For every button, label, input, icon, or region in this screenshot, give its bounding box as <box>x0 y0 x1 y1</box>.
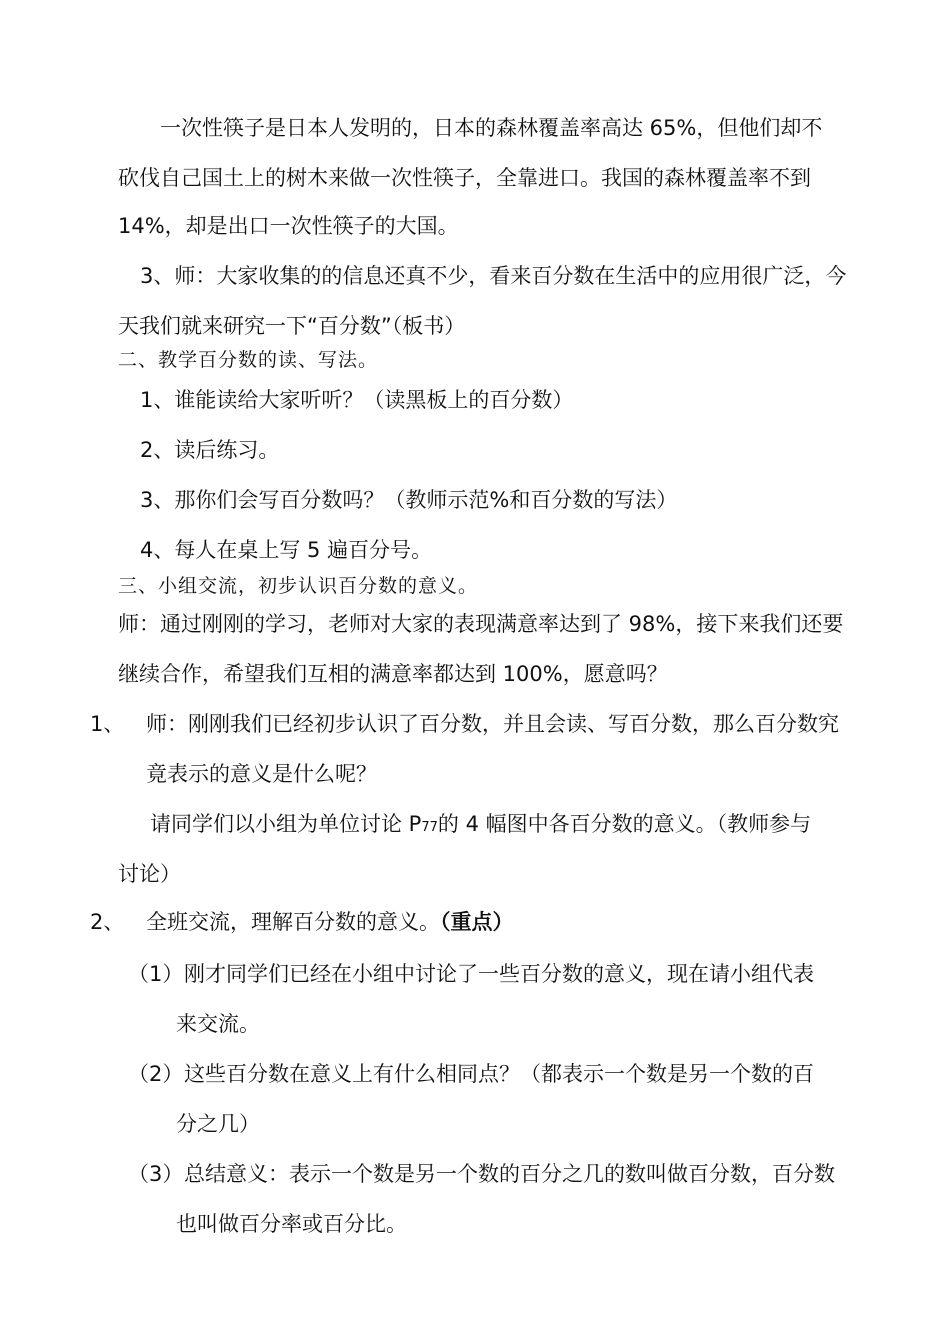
sub-item-number: （1） <box>128 962 184 986</box>
section-heading: 二、教学百分数的读、写法。 <box>118 349 379 371</box>
paragraph-line: 继续合作，希望我们互相的满意率都达到 100%，愿意吗？ <box>118 662 668 686</box>
list-item-line <box>150 810 811 842</box>
sub-item-number: （2） <box>128 1062 184 1086</box>
page-subscript: 77 <box>421 820 438 835</box>
text-span: 全班交流，理解百分数的意义。 <box>146 910 440 934</box>
paragraph-line: 一次性筷子是日本人发明的，日本的森林覆盖率高达 65%，但他们却不 <box>160 116 823 140</box>
paragraph-line: 3、师：大家收集的的信息还真不少，看来百分数在生活中的应用很广泛，今 <box>140 264 847 288</box>
list-item: 4、每人在桌上写 5 遍百分号。 <box>140 538 433 562</box>
list-item: 3、那你们会写百分数吗？（教师示范%和百分数的写法） <box>140 488 678 512</box>
list-item-line: 师：刚刚我们已经初步认识了百分数，并且会读、写百分数，那么百分数究 <box>146 712 839 736</box>
sub-item-line: 总结意义：表示一个数是另一个数的百分之几的数叫做百分数，百分数 <box>184 1162 835 1186</box>
list-item-line <box>146 908 514 936</box>
list-item: 2、读后练习。 <box>140 438 280 462</box>
sub-item-line: 刚才同学们已经在小组中讨论了一些百分数的意义，现在请小组代表 <box>184 962 814 986</box>
paragraph-line: 师：通过刚刚的学习，老师对大家的表现满意率达到了 98%，接下来我们还要 <box>118 612 844 636</box>
sub-item-line: 分之几） <box>176 1112 260 1136</box>
list-number: 2、 <box>90 910 125 934</box>
list-item: 1、谁能读给大家听听？（读黑板上的百分数） <box>140 388 574 412</box>
sub-item-line: 这些百分数在意义上有什么相同点？（都表示一个数是另一个数的百 <box>184 1062 814 1086</box>
paragraph-line: 14%，却是出口一次性筷子的大国。 <box>118 214 459 238</box>
list-item-line: 讨论） <box>118 862 181 886</box>
section-heading: 三、小组交流，初步认识百分数的意义。 <box>118 575 479 597</box>
paragraph-line: 天我们就来研究一下“百分数”（板书） <box>118 314 466 338</box>
sub-item-number: （3） <box>128 1162 184 1186</box>
text-span: 请同学们以小组为单位讨论 P <box>150 812 422 836</box>
list-number: 1、 <box>90 712 125 736</box>
list-item-line: 竟表示的意义是什么呢？ <box>146 762 377 786</box>
emphasis-text: （重点） <box>440 910 514 934</box>
text-span: 的 4 幅图中各百分数的意义。（教师参与 <box>437 812 812 836</box>
sub-item-line: 来交流。 <box>176 1012 260 1036</box>
sub-item-line: 也叫做百分率或百分比。 <box>176 1212 407 1236</box>
paragraph-line: 砍伐自己国土上的树木来做一次性筷子，全靠进口。我国的森林覆盖率不到 <box>118 166 811 190</box>
